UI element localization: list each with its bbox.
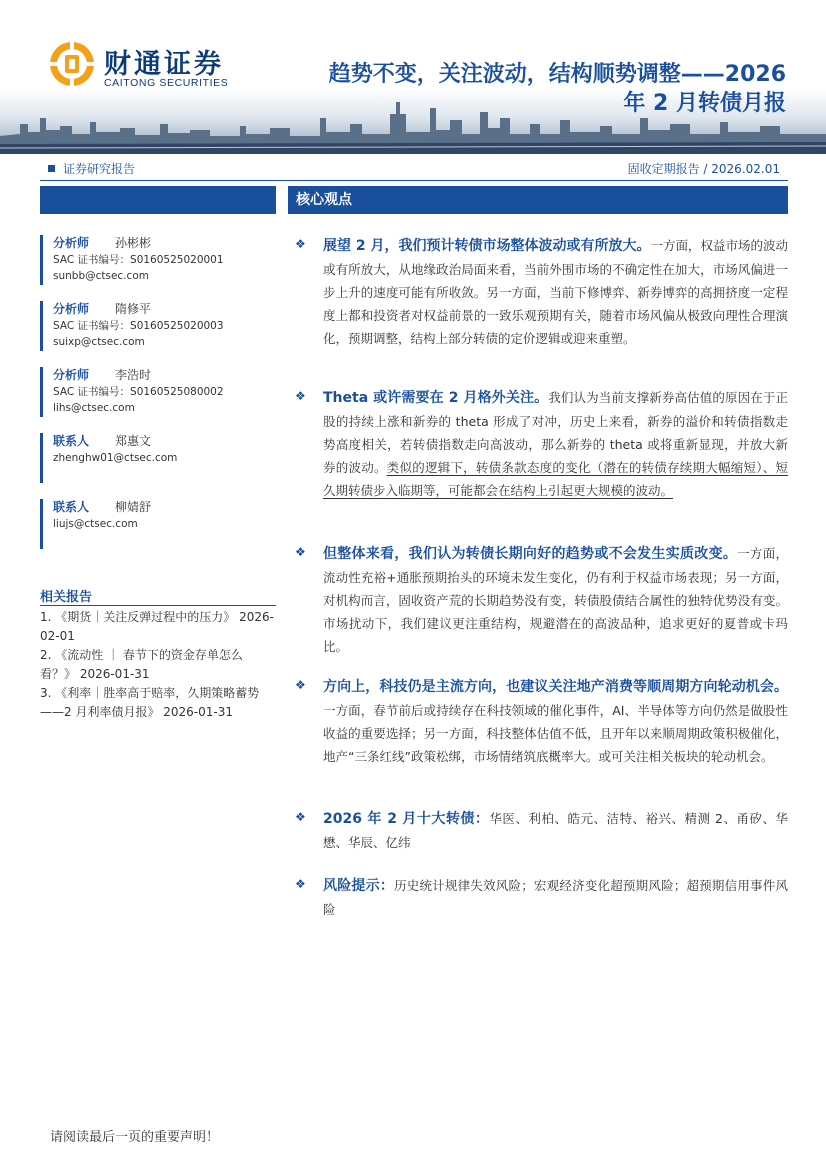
point-body: 一方面，春节前后或持续存在科技领域的催化事件，AI、半导体等方向仍然是做股性收益的重要选择；另一方面，科技整体估值不低，且开年以来顺周期政策积极催化，地产“三条红线”政策松绑，市场情绪筑底概率大。或可关注相关板块的轮动机会。 [323, 703, 788, 764]
related-divider [40, 605, 276, 606]
contact-role: 联系人 [53, 434, 90, 448]
core-point [295, 542, 788, 658]
analyst-email[interactable]: suixp@ctsec.com [53, 336, 145, 348]
point-body-underlined: 类似的逻辑下，转债条款态度的变化（潜在的转债存续期大幅缩短）、短久期转债步入临期等，可能都会在结构上引起更大规模的波动。 [323, 460, 788, 498]
diamond-bullet-icon: ❖ [295, 877, 306, 891]
diamond-bullet-icon: ❖ [295, 545, 306, 559]
related-reports-title: 相关报告 [40, 590, 93, 605]
related-report-item[interactable]: 1. 《期货｜关注反弹过程中的压力》 2026-02-01 [40, 610, 274, 643]
point-body: 一方面，流动性充裕+通胀预期抬头的环境未发生变化，仍有利于权益市场表现；另一方面，对机构而言，固收资产荒的长期趋势没有变，转债股债结合属性的独特优势没有变。市场扰动下，我们建议更注重结构，规避潜在的高波品种，追求更好的夏普或卡玛比。 [323, 546, 788, 654]
related-report-item[interactable]: 2. 《流动性 ｜ 春节下的资金存单怎么看？》 2026-01-31 [40, 648, 243, 681]
point-heading: 2026 年 2 月十大转债： [323, 811, 490, 827]
diamond-bullet-icon: ❖ [295, 810, 306, 824]
core-point [295, 386, 788, 502]
analyst-role: 分析师 [53, 302, 90, 316]
core-point [295, 234, 788, 350]
report-meta: 固收定期报告 / 2026.02.01 [627, 162, 780, 176]
contact-email[interactable]: zhenghw01@ctsec.com [53, 452, 178, 464]
logo-english-name: CAITONG SECURITIES [104, 77, 229, 89]
core-point [295, 874, 788, 921]
contact-role: 联系人 [53, 500, 90, 514]
analyst-card [40, 367, 289, 417]
disclaimer-footer: 请阅读最后一页的重要声明！ [50, 1130, 220, 1145]
contact-card [40, 499, 289, 549]
contact-name: 柳婧舒 [115, 500, 152, 514]
analyst-email[interactable]: sunbb@ctsec.com [53, 270, 149, 282]
analyst-role: 分析师 [53, 368, 90, 382]
point-heading: 但整体来看，我们认为转债长期向好的趋势或不会发生实质改变。 [323, 546, 738, 562]
left-column-bar [40, 186, 276, 214]
point-body: 历史统计规律失效风险；宏观经济变化超预期风险；超预期信用事件风险 [323, 878, 788, 917]
report-title [246, 60, 786, 118]
contact-email[interactable]: liujs@ctsec.com [53, 518, 138, 530]
analyst-card [40, 235, 289, 285]
analyst-name: 孙彬彬 [115, 236, 152, 250]
logo-chinese-name: 财通证券 [104, 49, 224, 80]
title-line-1: 趋势不变，关注波动，结构顺势调整——2026 [328, 62, 786, 87]
point-heading: 展望 2 月，我们预计转债市场整体波动或有所放大。 [323, 238, 651, 254]
point-heading: 风险提示： [323, 878, 395, 894]
core-section-title: 核心观点 [288, 186, 788, 214]
analyst-role: 分析师 [53, 236, 90, 250]
analyst-cert: SAC 证书编号：S0160525020001 [53, 254, 224, 266]
diamond-bullet-icon: ❖ [295, 678, 306, 692]
square-bullet-icon [48, 165, 55, 172]
analyst-name: 李浩时 [115, 368, 152, 382]
point-body: 华医、利柏、皓元、洁特、裕兴、精测 2、甬矽、华懋、华辰、亿纬 [323, 811, 788, 850]
contact-card [40, 433, 289, 483]
report-header [0, 0, 826, 160]
analyst-cert: SAC 证书编号：S0160525080002 [53, 386, 224, 398]
analyst-email[interactable]: lihs@ctsec.com [53, 402, 135, 414]
report-type: 证券研究报告 [48, 160, 135, 177]
core-point [295, 675, 788, 768]
point-body: 一方面，权益市场的波动或有所放大，从地缘政治局面来看，当前外围市场的不确定性在加大，市场风偏进一步上升的速度可能有所收敛。另一方面，当前下修博弈、新券博弈的高拥挤度一定程度上都和投资者对权益前景的一致乐观预期有关，随着市场风偏从极致向理性合理演化，预期调整，结构上部分转债的定价逻辑或迎来重塑。 [323, 238, 789, 346]
analyst-name: 隋修平 [115, 302, 152, 316]
title-line-2: 年 2 月转债月报 [623, 91, 786, 116]
point-heading: 方向上，科技仍是主流方向，也建议关注地产消费等顺周期方向轮动机会。 [323, 679, 788, 695]
contact-name: 郑惠文 [115, 434, 152, 448]
company-logo-icon [48, 40, 96, 88]
diamond-bullet-icon: ❖ [295, 237, 306, 251]
analyst-cert: SAC 证书编号：S0160525020003 [53, 320, 224, 332]
related-report-item[interactable]: 3. 《利率｜胜率高于赔率，久期策略蓄势——2 月利率债月报》 2026-01-31 [40, 686, 260, 719]
analyst-card [40, 301, 289, 351]
core-point [295, 807, 788, 854]
header-divider [40, 180, 788, 181]
diamond-bullet-icon: ❖ [295, 389, 306, 403]
related-reports-list [40, 608, 276, 722]
point-heading: Theta 或许需要在 2 月格外关注。 [323, 390, 549, 406]
point-body: 我们认为当前支撑新券高估值的原因在于正股的持续上涨和新券的 theta 形成了对冲，历史上来看，新券的溢价和转债指数走势高度相关，若转债指数走向高波动，那么新券的 theta 或将重新显现，并放大新券的波动。 [323, 390, 788, 475]
